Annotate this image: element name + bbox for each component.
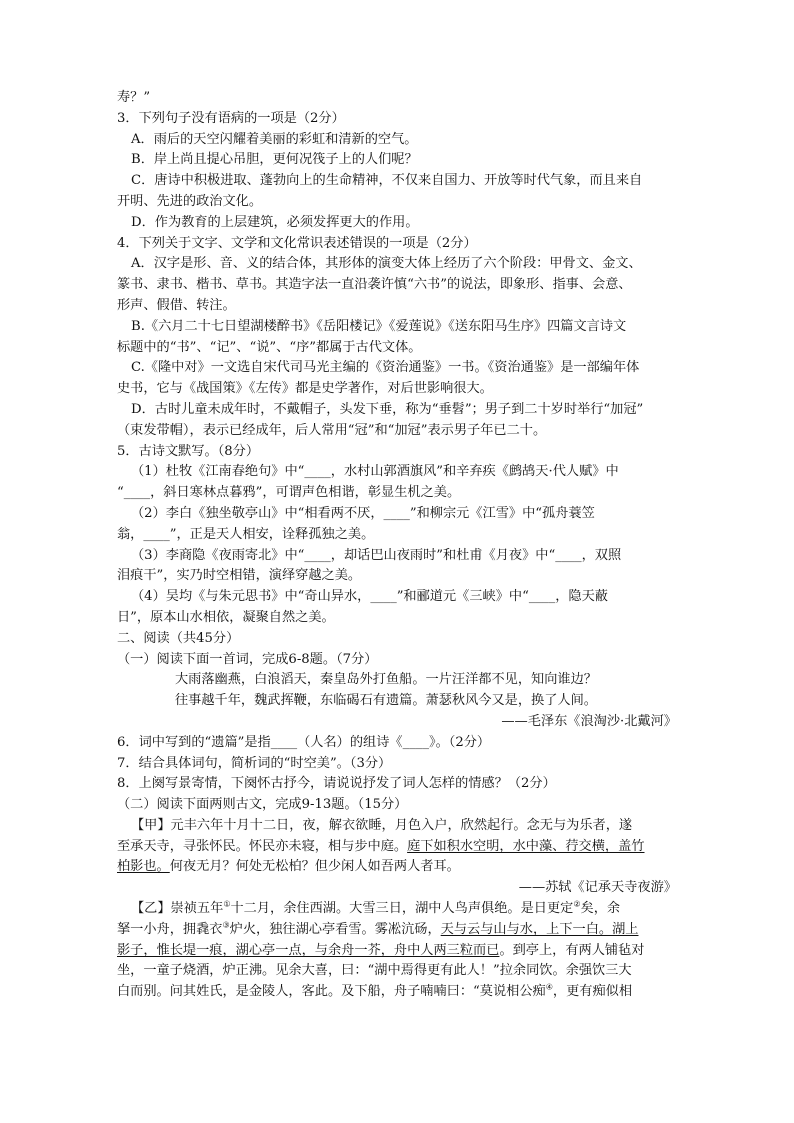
question-4: 4．下列关于文字、文学和文化常识表述错误的一项是（2分） bbox=[117, 235, 477, 251]
text-line: （束发带帽），表示已经成年，后人常用“冠”和“加冠”表示男子年已二十。 bbox=[117, 422, 547, 438]
underlined-text: 天与云与山与水，上下一白。湖上 bbox=[440, 921, 639, 937]
text-line: 篆书、隶书、楷书、草书。其造字法一直沿袭许慎“六书”的说法，即象形、指事、会意、 bbox=[117, 277, 632, 293]
passage-text: 至承天寺，寻张怀民。怀民亦未寝，相与步中庭。 bbox=[117, 838, 408, 854]
underlined-text: 影子，惟长堤一痕，湖心亭一点，与余舟一芥，舟中人两三粒而已 bbox=[117, 942, 500, 958]
passage-text: 【甲】元丰六年十月十二日，夜，解衣欲睡，月色入户，欣然起行。念无与为乐者，遂 bbox=[131, 817, 633, 833]
exam-page bbox=[117, 88, 677, 1003]
option-c: C．唐诗中积极进取、蓬勃向上的生命精神，不仅来自国力、开放等时代气象，而且来自 bbox=[131, 173, 643, 189]
text-line: 泪痕干”，实乃时空相错，演绎穿越之美。 bbox=[117, 568, 362, 584]
subquestion: （2）李白《独坐敬亭山》中“相看两不厌，____”和柳宗元《江雪》中“孤舟蓑笠 bbox=[131, 505, 595, 521]
footnote-marker: ③ bbox=[222, 920, 230, 930]
subsection-heading: （二）阅读下面两则古文，完成9-13题。（15分） bbox=[117, 797, 408, 813]
passage-text: 矣，余 bbox=[580, 901, 621, 917]
passage-yi-line: 坐，一童子烧酒，炉正沸。见余大喜，曰：“湖中焉得更有此人！”拉余同饮。余强饮三大 bbox=[117, 963, 632, 979]
question-6: 6．词中写到的“遗篇”是指____（人名）的组诗《____》。（2分） bbox=[117, 734, 491, 750]
text-line: “____，斜日寒林点暮鸦”，可谓声色相谐，彰显生机之美。 bbox=[117, 485, 461, 501]
text-line: 开明、先进的政治文化。 bbox=[117, 193, 263, 209]
subquestion: （3）李商隐《夜雨寄北》中“____，却话巴山夜雨时”和杜甫《月夜》中“____，双照 bbox=[131, 547, 622, 563]
underlined-text: 庭下如积水空明，水中藻、荇交横，盖竹 bbox=[407, 838, 645, 854]
footnote-marker: ④ bbox=[545, 982, 553, 992]
option-a: A．汉字是形、音、义的结合体，其形体的演变大体上经历了六个阶段：甲骨文、金文、 bbox=[131, 256, 642, 272]
subsection-heading: （一）阅读下面一首词，完成6-8题。（7分） bbox=[117, 651, 378, 667]
passage-jia-line bbox=[117, 857, 677, 878]
passage-text: 【乙】崇祯五年 bbox=[131, 901, 224, 917]
text-line: 形声、假借、转注。 bbox=[117, 297, 236, 313]
footnote-marker: ② bbox=[573, 899, 581, 909]
underlined-text: 柏影也。 bbox=[117, 859, 170, 875]
subquestion: （4）吴均《与朱元思书》中“奇山异水，____”和郦道元《三峡》中“____，隐天蔽 bbox=[131, 589, 608, 605]
text-line: 日”，原本山水相依，凝聚自然之美。 bbox=[117, 609, 335, 625]
passage-text: 拏一小舟，拥毳衣 bbox=[117, 921, 223, 937]
passage-source: ——苏轼《记承天寺夜游》 bbox=[518, 880, 677, 896]
section-heading: 二、阅读（共45分） bbox=[117, 630, 240, 646]
passage-text: 何夜无月？何处无松柏？但少闲人如吾两人者耳。 bbox=[169, 859, 460, 875]
text-line: 寿？” bbox=[117, 90, 151, 105]
option-d: D．作为教育的上层建筑，必须发挥更大的作用。 bbox=[131, 214, 419, 230]
passage-text: 炉火，独往湖心亭看雪。雾凇沆砀， bbox=[229, 921, 441, 937]
poem-source: ——毛泽东《浪淘沙·北戴河》 bbox=[501, 713, 677, 729]
poem-line: 往事越千年，魏武挥鞭，东临碣石有遗篇。萧瑟秋风今又是，换了人间。 bbox=[175, 693, 597, 709]
passage-yi-line bbox=[117, 899, 677, 920]
question-7: 7．结合具体词句，简析词的“时空美”。（3分） bbox=[117, 755, 392, 771]
text-line: 标题中的“书”、“记”、“说”、“序”都属于古代文体。 bbox=[117, 339, 422, 355]
question-8: 8．上阕写景寄情，下阕怀古抒今，请说说抒发了词人怎样的情感？（2分） bbox=[117, 776, 556, 792]
passage-text: 。到亭上，有两人铺毡对 bbox=[499, 942, 645, 958]
text-line: 翁，____”，正是天人相安，诠释孤独之美。 bbox=[117, 526, 375, 542]
poem-line: 大雨落幽燕，白浪滔天，秦皇岛外打鱼船。一片汪洋都不见，知向谁边？ bbox=[175, 672, 597, 688]
question-5: 5．古诗文默写。（8分） bbox=[117, 443, 260, 459]
passage-jia-line bbox=[117, 837, 677, 858]
passage-text: 十二月，余住西湖。大雪三日，湖中人鸟声俱绝。是日更定 bbox=[230, 901, 574, 917]
subquestion: （1）杜牧《江南春绝句》中“____，水村山郭酒旗风”和辛弃疾《鹧鸪天·代人赋》中 bbox=[131, 464, 619, 480]
option-c: C.《隆中对》一文选自宋代司马光主编的《资治通鉴》一书。《资治通鉴》是一部编年体 bbox=[131, 360, 640, 376]
passage-yi-line bbox=[117, 920, 677, 941]
option-d: D．古时儿童未成年时，不戴帽子，头发下垂，称为“垂髫”；男子到二十岁时举行“加冠” bbox=[131, 401, 644, 417]
text-line: 史书，它与《战国策》《左传》都是史学著作，对后世影响很大。 bbox=[117, 381, 493, 397]
passage-text: ，更有痴似相 bbox=[552, 984, 633, 1000]
passage-jia-line bbox=[117, 816, 677, 837]
footnote-marker: ① bbox=[223, 899, 231, 909]
option-b: B．岸上尚且提心吊胆，更何况筏子上的人们呢？ bbox=[131, 152, 418, 168]
passage-yi-line bbox=[117, 941, 677, 962]
option-b: B.《六月二十七日望湖楼醉书》《岳阳楼记》《爱莲说》《送东阳马生序》四篇文言诗文 bbox=[131, 318, 627, 334]
passage-yi-line bbox=[117, 982, 677, 1003]
passage-text: 白而别。问其姓氏，是金陵人，客此。及下船，舟子喃喃曰：“莫说相公痴 bbox=[117, 984, 546, 1000]
option-a: A．雨后的天空闪耀着美丽的彩虹和清新的空气。 bbox=[131, 131, 418, 147]
question-3: 3．下列句子没有语病的一项是（2分） bbox=[117, 110, 345, 126]
